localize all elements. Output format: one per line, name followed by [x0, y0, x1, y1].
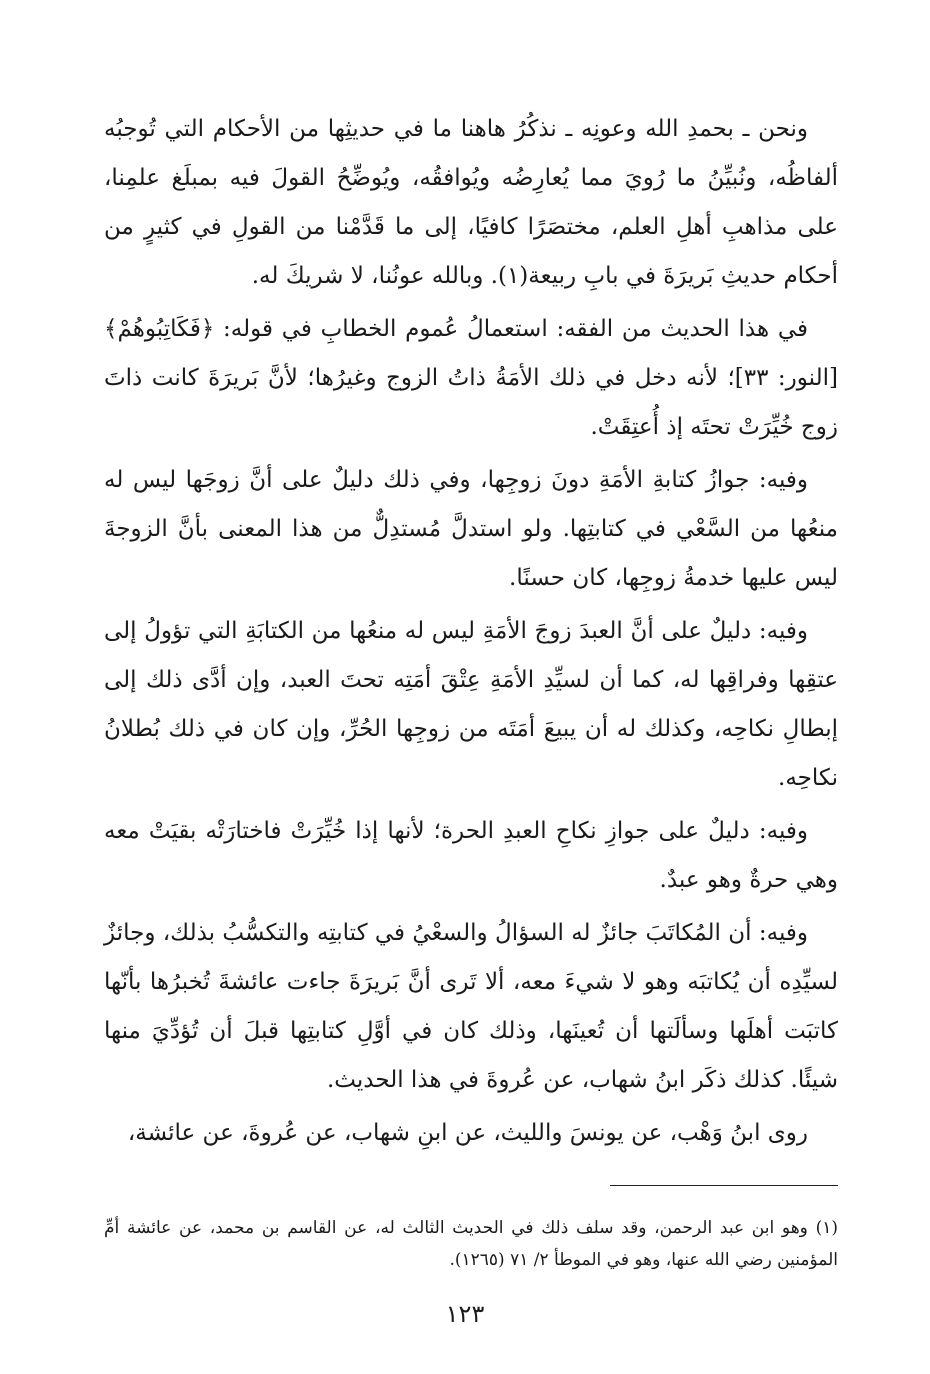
main-text: [104, 105, 838, 1158]
paragraph-fiqh-general: في هذا الحديث من الفقه: استعمالُ عُموم الخطابِ في قوله: ﴿فَكَاتِبُوهُمْ﴾ [النور: ٣٣]؛ لأنه دخل في ذلك الأمَةُ ذاتُ الزوج وغيرُها؛ لأنَّ بَريرَةَ كانت ذاتَ زوج خُيِّرَتْ تحتَه إذ أُعتِقَتْ.: [104, 316, 838, 440]
footnote-1: (١) وهو ابن عبد الرحمن، وقد سلف ذلك في الحديث الثالث له، عن القاسم بن محمد، عن عائشة أمِّ المؤمنين رضي الله عنها، وهو في الموطأ ٢/ ٧١ (١٢٦٥).: [104, 1218, 838, 1270]
page-number: ١٢٣: [445, 1300, 485, 1328]
paragraph-intro: ونحن ـ بحمدِ الله وعونِه ـ نذكُرُ هاهنا ما في حديثِها من الأحكام التي تُوجبُه ألفاظُه، ونُبيِّنُ ما رُويَ مما يُعارِضُه ويُوافقُه، ويُوضِّحُ القولَ فيه بمبلَغ علمِنا، على مذاهبِ أهلِ العلم، مختصَرًا كافيًا، إلى ما قَدَّمْنا من القولِ في كثيرٍ من أحكام حديثِ بَريرَةَ في بابِ ربيعة(١). وبالله عونُنا، لا شريكَ له.: [104, 116, 838, 289]
paragraph-wife-kitaba: وفيه: جوازُ كتابةِ الأمَةِ دونَ زوجِها، وفي ذلك دليلٌ على أنَّ زوجَها ليس له منعُها من السَّعْي في كتابتِها. ولو استدلَّ مُستدِلٌّ من هذا المعنى بأنَّ الزوجةَ ليس عليها خدمةُ زوجِها، كان حسنًا.: [104, 467, 838, 591]
footnote-divider: [610, 1185, 838, 1186]
paragraph-riwaya: روى ابنُ وَهْب، عن يونسَ والليث، عن ابنِ شهاب، عن عُروةَ، عن عائشة،: [127, 1120, 808, 1146]
paragraph-slave-husband: وفيه: دليلٌ على أنَّ العبدَ زوجَ الأمَةِ ليس له منعُها من الكتابَةِ التي تؤولُ إلى عتقِها وفراقِها له، كما أن لسيِّدِ الأمَةِ عِتْقَ أمَتِه تحتَ العبد، وإن أدَّى ذلك إلى إبطالِ نكاحِه، وكذلك له أن يبيعَ أمَتَه من زوجِها الحُرِّ، وإن كان في ذلك بُطلانُ نكاحِه.: [104, 618, 838, 791]
paragraph-mukatab: وفيه: أن المُكاتَبَ جائزٌ له السؤالُ والسعْيُ في كتابتِه والتكسُّبُ بذلك، وجائزٌ لسيِّدِه أن يُكاتبَه وهو لا شيءَ معه، ألا تَرى أنَّ بَريرَةَ جاءت عائشةَ تُخبرُها بأنّها كاتبَت أهلَها وسألَتها أن تُعينَها، وذلك كان في أوَّلِ كتابتِها قبلَ أن تُؤدِّيَ منها شيئًا. كذلك ذكَر ابنُ شهاب، عن عُروةَ في هذا الحديث.: [104, 920, 838, 1093]
paragraph-marriage-slave: وفيه: دليلٌ على جوازِ نكاحِ العبدِ الحرة؛ لأنها إذا خُيِّرَتْ فاختارَتْه بقيَتْ معه وهي حرةٌ وهو عبدٌ.: [104, 818, 838, 893]
footnotes: [104, 1212, 838, 1276]
